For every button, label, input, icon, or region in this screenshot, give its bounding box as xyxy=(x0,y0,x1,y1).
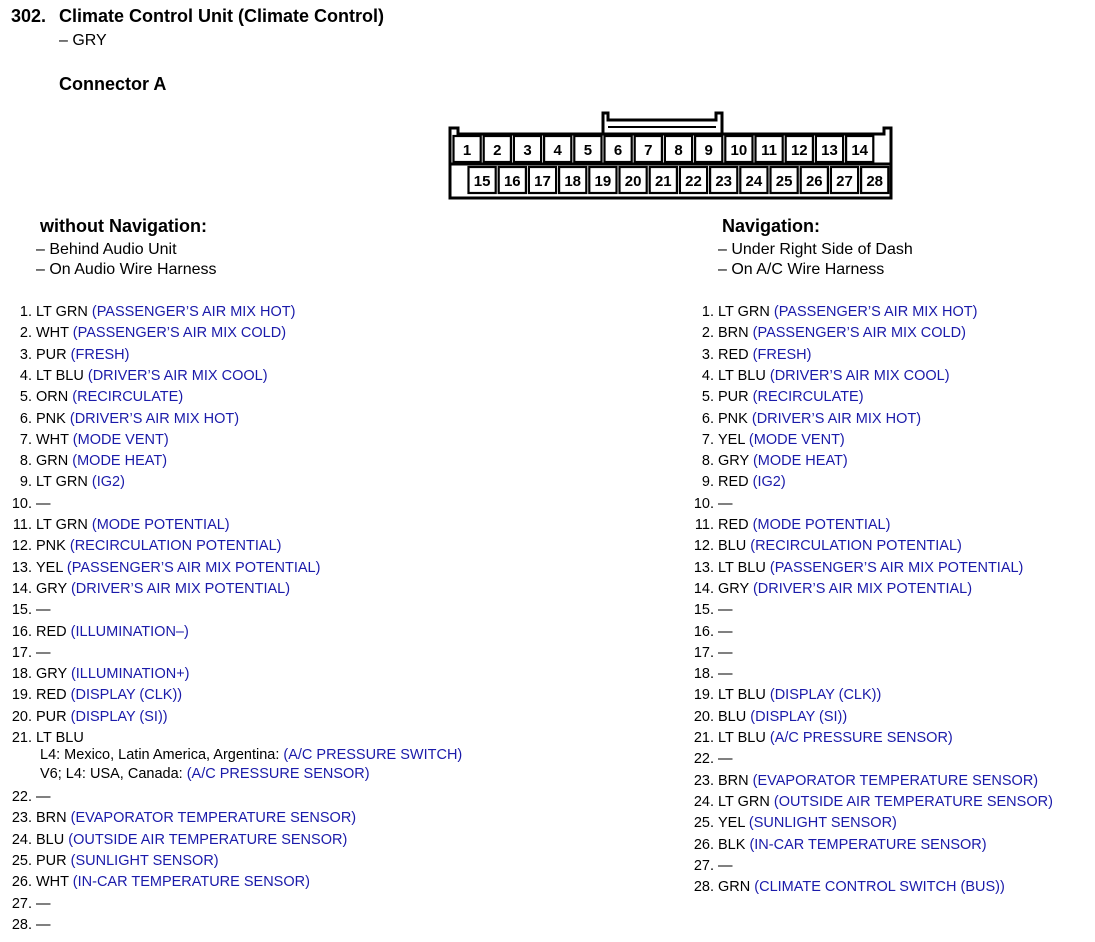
cavity-number: 22 xyxy=(685,173,702,190)
wire-color: BLU xyxy=(718,709,747,725)
pin-function: (PASSENGER’S AIR MIX HOT) xyxy=(773,304,978,320)
pin-row xyxy=(2,872,310,893)
pin-row xyxy=(2,323,286,344)
pin-function: (DRIVER’S AIR MIX POTENTIAL) xyxy=(70,581,291,597)
pin-function: (OUTSIDE AIR TEMPERATURE SENSOR) xyxy=(773,794,1053,810)
pin-row xyxy=(2,387,183,408)
wire-color: PNK xyxy=(36,411,66,427)
pin-function: (RECIRCULATE) xyxy=(72,389,184,405)
pin-function: (ILLUMINATION–) xyxy=(70,624,189,640)
pin-number: 2. xyxy=(701,325,714,341)
pin-number: 26. xyxy=(693,837,714,853)
pin-row xyxy=(684,366,950,387)
wire-color: BLK xyxy=(718,837,746,853)
connector-lock xyxy=(603,113,722,134)
pin-number: 1. xyxy=(701,304,714,320)
pin-row xyxy=(2,685,182,706)
pin-row xyxy=(684,451,848,472)
pin-number: 14. xyxy=(11,581,32,597)
cavity-number: 7 xyxy=(644,142,653,159)
pin-function: (MODE HEAT) xyxy=(72,453,168,469)
pin-function: (EVAPORATOR TEMPERATURE SENSOR) xyxy=(70,810,357,826)
pin-row xyxy=(2,622,189,643)
left-pin-list xyxy=(2,302,542,938)
pin-row xyxy=(684,685,881,706)
pin-function: (PASSENGER’S AIR MIX POTENTIAL) xyxy=(769,560,1024,576)
pin-row xyxy=(684,835,987,856)
pin-row xyxy=(2,536,281,557)
pin-number: 25. xyxy=(693,815,714,831)
pin-number: 5. xyxy=(19,389,32,405)
pin-number: 26. xyxy=(11,874,32,890)
pin-number: 19. xyxy=(11,687,32,703)
left-location-1: – Behind Audio Unit xyxy=(36,241,177,258)
variant-label: V6; L4: USA, Canada: xyxy=(40,766,187,782)
wire-color: LT BLU xyxy=(718,560,766,576)
pin-number: 16. xyxy=(693,624,714,640)
variant-label: L4: Mexico, Latin America, Argentina: xyxy=(40,747,284,763)
pin-number: 7. xyxy=(701,432,714,448)
page-title: Climate Control Unit (Climate Control) xyxy=(59,6,384,26)
pin-number: 12. xyxy=(11,538,32,554)
variant-function: (A/C PRESSURE SENSOR) xyxy=(186,766,370,782)
cavity-number: 25 xyxy=(775,173,793,190)
pin-function: (DISPLAY (CLK)) xyxy=(70,687,183,703)
pin-row xyxy=(2,558,320,579)
pin-row xyxy=(2,472,125,493)
pin-row xyxy=(2,409,239,430)
wire-color: ORN xyxy=(36,389,69,405)
cavity-number: 14 xyxy=(851,142,869,159)
pin-number: 12. xyxy=(693,538,714,554)
wire-color: LT GRN xyxy=(36,474,88,490)
wire-color: GRN xyxy=(718,879,751,895)
pin-row xyxy=(684,664,733,685)
wire-color: — xyxy=(36,645,51,661)
wire-color: LT BLU xyxy=(36,368,84,384)
pin-number: 22. xyxy=(11,789,32,805)
wire-color: RED xyxy=(718,347,749,363)
pin-function: (FRESH) xyxy=(70,347,130,363)
pin-function: (MODE VENT) xyxy=(748,432,845,448)
pin-row xyxy=(684,409,921,430)
wire-color: GRY xyxy=(36,666,67,682)
wire-color: LT BLU xyxy=(718,730,766,746)
pin-row xyxy=(684,387,864,408)
wire-color: — xyxy=(718,666,733,682)
pin-function: (DRIVER’S AIR MIX COOL) xyxy=(769,368,950,384)
pin-number: 20. xyxy=(693,709,714,725)
pin-row xyxy=(684,323,966,344)
pin-number: 21. xyxy=(11,730,32,746)
pin-number: 19. xyxy=(693,687,714,703)
wire-color: YEL xyxy=(718,432,745,448)
pin-number: 4. xyxy=(701,368,714,384)
pin-function: (PASSENGER’S AIR MIX COLD) xyxy=(752,325,966,341)
pin-21-variant xyxy=(40,746,462,765)
pin-row xyxy=(2,494,51,515)
wire-color: — xyxy=(36,896,51,912)
wire-color: YEL xyxy=(36,560,63,576)
pin-function: (DRIVER’S AIR MIX POTENTIAL) xyxy=(752,581,973,597)
pin-number: 17. xyxy=(693,645,714,661)
wire-color: BRN xyxy=(718,773,749,789)
pin-number: 21. xyxy=(693,730,714,746)
wire-color: — xyxy=(36,917,51,933)
pin-function: (EVAPORATOR TEMPERATURE SENSOR) xyxy=(752,773,1039,789)
pin-21-variant xyxy=(40,765,370,784)
pin-number: 3. xyxy=(19,347,32,363)
pin-function: (IN-CAR TEMPERATURE SENSOR) xyxy=(72,874,310,890)
wire-color: LT GRN xyxy=(36,517,88,533)
pin-function: (DRIVER’S AIR MIX HOT) xyxy=(751,411,922,427)
wire-color: GRY xyxy=(718,581,749,597)
connector-color: – GRY xyxy=(59,32,107,49)
pin-row xyxy=(684,749,733,770)
pin-number: 9. xyxy=(19,474,32,490)
pin-row xyxy=(2,894,51,915)
wire-color: — xyxy=(718,645,733,661)
cavity-number: 20 xyxy=(624,173,642,190)
pin-number: 23. xyxy=(693,773,714,789)
pin-row xyxy=(2,830,347,851)
pin-number: 6. xyxy=(701,411,714,427)
left-location-2: – On Audio Wire Harness xyxy=(36,261,217,278)
wire-color: WHT xyxy=(36,874,69,890)
connector-diagram xyxy=(448,110,894,200)
pin-number: 8. xyxy=(701,453,714,469)
wire-color: LT BLU xyxy=(718,687,766,703)
pin-row xyxy=(684,771,1038,792)
cavity-number: 1 xyxy=(462,142,472,159)
pin-row xyxy=(684,792,1053,813)
wire-color: — xyxy=(36,789,51,805)
pin-number: 17. xyxy=(11,645,32,661)
pin-row xyxy=(684,472,786,493)
wire-color: LT GRN xyxy=(36,304,88,320)
pin-function: (MODE POTENTIAL) xyxy=(91,517,230,533)
pin-row xyxy=(2,302,295,323)
pin-row xyxy=(2,451,167,472)
wire-color: PUR xyxy=(718,389,749,405)
pin-row xyxy=(2,787,51,808)
cavity-number: 17 xyxy=(534,173,551,190)
pin-row xyxy=(2,707,168,728)
pin-function: (DRIVER’S AIR MIX HOT) xyxy=(69,411,240,427)
cavity-number: 10 xyxy=(730,142,748,159)
wire-color: GRY xyxy=(718,453,749,469)
wire-color: WHT xyxy=(36,325,69,341)
cavity-number: 21 xyxy=(654,173,672,190)
cavity-number: 24 xyxy=(745,173,763,190)
cavity-number: 23 xyxy=(715,173,733,190)
pin-number: 18. xyxy=(11,666,32,682)
pin-row xyxy=(2,600,51,621)
wire-color: LT GRN xyxy=(718,304,770,320)
wire-color: PUR xyxy=(36,853,67,869)
pin-number: 28. xyxy=(693,879,714,895)
variant-function: (A/C PRESSURE SWITCH) xyxy=(283,747,463,763)
pin-row xyxy=(684,302,977,323)
wire-color: PNK xyxy=(718,411,748,427)
pin-number: 27. xyxy=(693,858,714,874)
wire-color: — xyxy=(36,602,51,618)
pin-number: 28. xyxy=(11,917,32,933)
wire-color: GRN xyxy=(36,453,69,469)
pin-function: (MODE POTENTIAL) xyxy=(752,517,891,533)
wire-color: — xyxy=(718,602,733,618)
pin-function: (PASSENGER’S AIR MIX POTENTIAL) xyxy=(66,560,321,576)
pin-number: 6. xyxy=(19,411,32,427)
pin-row xyxy=(684,515,890,536)
wire-color: PNK xyxy=(36,538,66,554)
wire-color: — xyxy=(718,624,733,640)
pin-number: 27. xyxy=(11,896,32,912)
wire-color: BLU xyxy=(718,538,747,554)
pin-function: (MODE VENT) xyxy=(72,432,169,448)
cavity-number: 5 xyxy=(583,142,593,159)
pin-row xyxy=(684,536,962,557)
wire-color: RED xyxy=(718,517,749,533)
pin-function: (RECIRCULATION POTENTIAL) xyxy=(69,538,282,554)
pin-function: (SUNLIGHT SENSOR) xyxy=(70,853,219,869)
pin-number: 25. xyxy=(11,853,32,869)
pin-number: 1. xyxy=(19,304,32,320)
cavity-number: 6 xyxy=(613,142,623,159)
pin-number: 24. xyxy=(11,832,32,848)
cavity-number: 2 xyxy=(493,142,502,159)
pin-number: 10. xyxy=(693,496,714,512)
pin-function: (DRIVER’S AIR MIX COOL) xyxy=(87,368,268,384)
pin-number: 2. xyxy=(19,325,32,341)
pin-row xyxy=(2,643,51,664)
pin-number: 15. xyxy=(11,602,32,618)
pin-number: 13. xyxy=(693,560,714,576)
pin-row xyxy=(684,707,847,728)
pin-number: 11. xyxy=(12,517,32,533)
wire-color: LT GRN xyxy=(718,794,770,810)
pin-row xyxy=(2,366,268,387)
wire-color: — xyxy=(718,751,733,767)
wire-color: — xyxy=(36,496,51,512)
pin-function: (DISPLAY (SI)) xyxy=(70,709,168,725)
pin-number: 22. xyxy=(693,751,714,767)
cavity-number: 12 xyxy=(790,142,808,159)
pin-function: (DISPLAY (CLK)) xyxy=(769,687,882,703)
pin-number: 7. xyxy=(19,432,32,448)
pin-row xyxy=(684,877,1005,898)
pin-number: 4. xyxy=(19,368,32,384)
pin-function: (IN-CAR TEMPERATURE SENSOR) xyxy=(749,837,987,853)
wire-color: WHT xyxy=(36,432,69,448)
pin-function: (RECIRCULATION POTENTIAL) xyxy=(750,538,962,554)
pin-number: 18. xyxy=(693,666,714,682)
right-pin-list xyxy=(684,302,1094,902)
wire-color: BLU xyxy=(36,832,65,848)
pin-row xyxy=(2,915,51,936)
wire-color: PUR xyxy=(36,709,67,725)
pin-row xyxy=(684,430,845,451)
cavity-number: 15 xyxy=(473,173,491,190)
pin-function: (A/C PRESSURE SENSOR) xyxy=(769,730,953,746)
pin-row xyxy=(684,643,733,664)
wire-color: — xyxy=(718,496,733,512)
pin-row xyxy=(684,622,733,643)
pin-number: 14. xyxy=(693,581,714,597)
pin-function: (CLIMATE CONTROL SWITCH (BUS)) xyxy=(754,879,1005,895)
pin-function: (DISPLAY (SI)) xyxy=(750,709,848,725)
wire-color: BRN xyxy=(36,810,67,826)
pin-number: 3. xyxy=(701,347,714,363)
wire-color: RED xyxy=(36,687,67,703)
wire-color: GRY xyxy=(36,581,67,597)
cavity-number: 4 xyxy=(553,142,562,159)
pin-number: 24. xyxy=(693,794,714,810)
pin-function: (IG2) xyxy=(752,474,786,490)
pin-row xyxy=(2,851,219,872)
cavity-number: 13 xyxy=(821,142,838,159)
pin-number: 13. xyxy=(11,560,32,576)
section-number: 302. xyxy=(11,6,47,26)
pin-number: 16. xyxy=(11,624,32,640)
pin-row xyxy=(2,345,129,366)
pin-function: (OUTSIDE AIR TEMPERATURE SENSOR) xyxy=(68,832,348,848)
pin-function: (SUNLIGHT SENSOR) xyxy=(748,815,897,831)
pin-number: 23. xyxy=(11,810,32,826)
wire-color: PUR xyxy=(36,347,67,363)
right-location-2: – On A/C Wire Harness xyxy=(718,261,885,278)
pin-function: (PASSENGER’S AIR MIX COLD) xyxy=(72,325,287,341)
pin-number: 11. xyxy=(694,517,714,533)
cavity-number: 9 xyxy=(704,142,713,159)
wire-color: RED xyxy=(718,474,749,490)
pin-row xyxy=(2,515,230,536)
cavity-number: 19 xyxy=(594,173,612,190)
pin-function: (PASSENGER’S AIR MIX HOT) xyxy=(91,304,296,320)
pin-number: 20. xyxy=(11,709,32,725)
cavity-number: 8 xyxy=(674,142,683,159)
pin-row xyxy=(684,558,1023,579)
pin-function: (ILLUMINATION+) xyxy=(70,666,190,682)
wire-color: — xyxy=(718,858,733,874)
pin-row xyxy=(684,856,733,877)
pin-row xyxy=(684,579,972,600)
wire-color: LT BLU xyxy=(36,730,84,746)
pin-row xyxy=(684,600,733,621)
right-location-1: – Under Right Side of Dash xyxy=(718,241,913,258)
pin-row xyxy=(2,664,190,685)
pin-function: (MODE HEAT) xyxy=(752,453,848,469)
pin-number: 10. xyxy=(11,496,32,512)
pin-row xyxy=(2,579,290,600)
cavity-number: 3 xyxy=(523,142,532,159)
wire-color: RED xyxy=(36,624,67,640)
wire-color: BRN xyxy=(718,325,749,341)
right-column-title: Navigation: xyxy=(722,216,821,236)
pin-number: 15. xyxy=(693,602,714,618)
cavity-number: 11 xyxy=(761,142,778,159)
pin-number: 9. xyxy=(701,474,714,490)
pin-function: (RECIRCULATE) xyxy=(752,389,864,405)
pin-row xyxy=(2,430,169,451)
pin-number: 5. xyxy=(701,389,714,405)
pin-row xyxy=(684,728,953,749)
pin-row xyxy=(684,813,897,834)
wire-color: YEL xyxy=(718,815,745,831)
pin-number: 8. xyxy=(19,453,32,469)
pin-function: (FRESH) xyxy=(752,347,812,363)
cavity-number: 27 xyxy=(836,173,853,190)
pin-row xyxy=(684,345,811,366)
cavity-number: 16 xyxy=(503,173,521,190)
pin-function: (IG2) xyxy=(91,474,125,490)
left-column-title: without Navigation: xyxy=(40,216,207,236)
connector-label: Connector A xyxy=(59,74,167,94)
pin-row xyxy=(684,494,733,515)
pin-row xyxy=(2,808,356,829)
cavity-number: 28 xyxy=(866,173,884,190)
wire-color: LT BLU xyxy=(718,368,766,384)
cavity-number: 18 xyxy=(564,173,582,190)
cavity-number: 26 xyxy=(805,173,823,190)
